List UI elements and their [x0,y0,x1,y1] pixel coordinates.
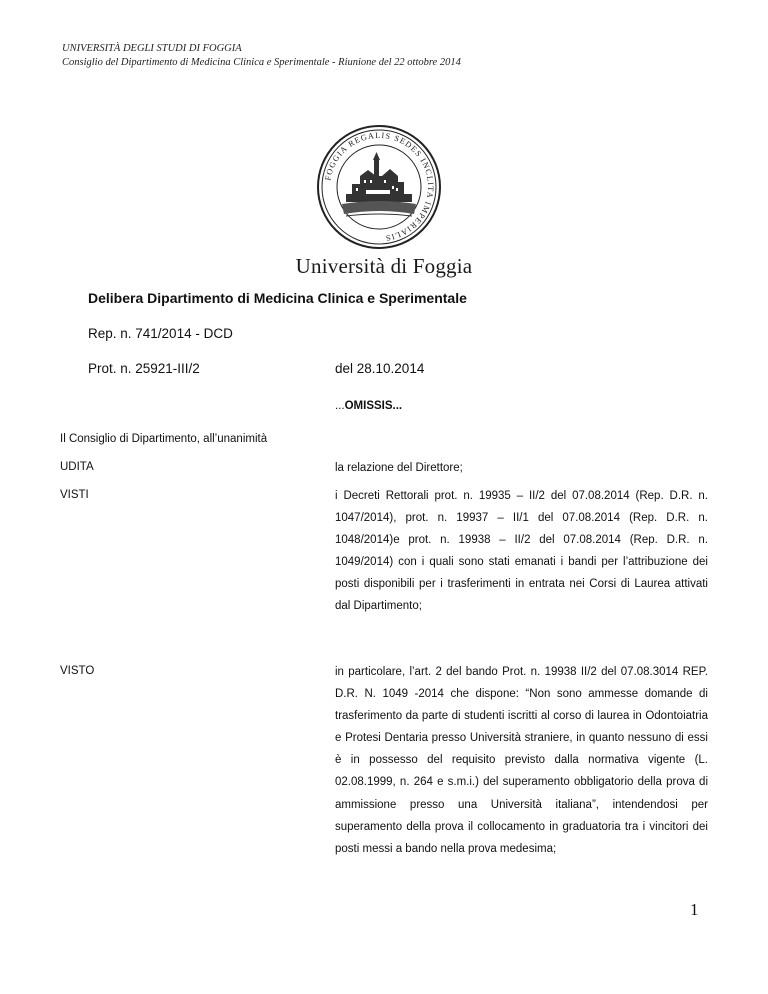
header-meeting: Consiglio del Dipartimento di Medicina Clinica e Sperimentale - Riunione del 22 ottobre 2014 [62,57,461,68]
document-title: Delibera Dipartimento di Medicina Clinica e Sperimentale [88,290,467,306]
entry-text-visto: in particolare, l’art. 2 del bando Prot. n. 19938 II/2 del 07.08.3014 REP. D.R. N. 1049 -2014 che dispone: “Non sono ammesse domande di trasferimento da parte di studenti iscritti al corso di laurea in Odontoiatria e Protesi Dentaria presso Università straniere, in quanto nessuno di essi è in possesso del requisito previsto dalla normativa vigente (L. 02.08.1999, n. 264 e s.m.i.) del superamento obbligatorio della prova di ammissione presso una Università italiana”, intendendosi per superamento della prova il collocamento in graduatoria tra i vincitori dei posti messi a bando nella prova medesima; [335,666,708,855]
council-intro: Il Consiglio di Dipartimento, all’unanimità [60,433,268,445]
entry-label-visti: VISTI [60,489,89,501]
protocol-number: Prot. n. 25921-III/2 [88,361,200,376]
rep-number: Rep. n. 741/2014 - DCD [88,326,233,341]
university-seal-logo [316,124,442,250]
header-university: UNIVERSITÀ DEGLI STUDI DI FOGGIA [62,43,242,54]
entry-text-udita: la relazione del Direttore; [335,462,463,474]
omissis-marker [335,400,402,412]
page-number: 1 [690,900,699,919]
omissis-prefix: ... [335,400,345,412]
university-logotype: Università di Foggia [295,254,473,278]
omissis-label: OMISSIS... [344,400,403,412]
svg-text:FOGGIA REGALIS SEDES INCLITA I: FOGGIA REGALIS SEDES INCLITA IMPERIALIS [323,130,436,243]
page-header [62,42,461,70]
entry-text-visti: i Decreti Rettorali prot. n. 19935 – II/2 del 07.08.2014 (Rep. D.R. n. 1047/2014), prot. n. 19937 – II/1 del 07.08.2014 (Rep. D.R. n. 1048/2014)e prot. n. 19938 – II/2 del 07.08.2014 (Rep. D.R. n. 1049/2014) con i quali sono stati emanati i bandi per l’attribuzione dei posti disponibili per i trasferimenti in entrata nei Corsi di Laurea attivati dal Dipartimento; [335,490,708,613]
entry-label-visto: VISTO [60,665,95,677]
document-date: del 28.10.2014 [335,361,425,376]
entry-label-udita: UDITA [60,461,94,473]
